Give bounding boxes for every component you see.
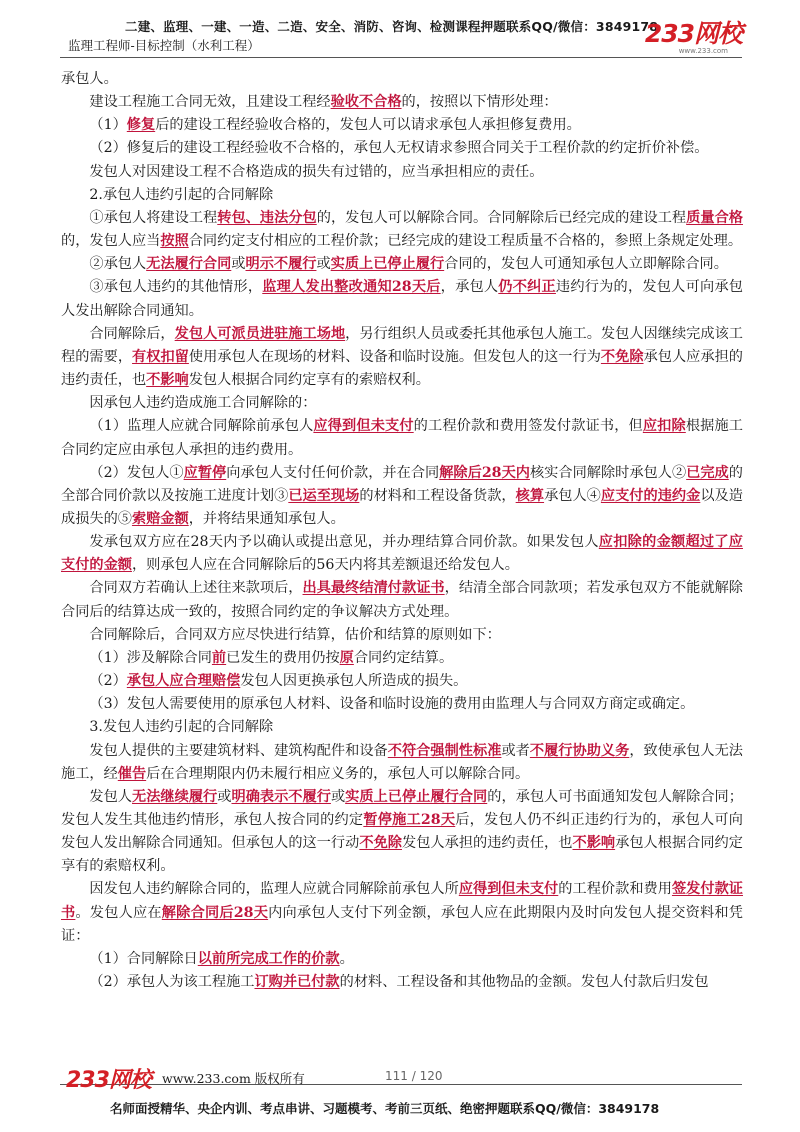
- paragraph: [61, 624, 743, 647]
- text-run: 承包人。: [61, 71, 118, 87]
- text-run: ，结清全部合同款项；若发承包双方不能就解除合同后的结算达成一致的，按照合同约定的争议解决方式处理。: [61, 580, 743, 620]
- paragraph: [61, 161, 743, 184]
- text-run: 的工程价款和费用: [558, 881, 672, 898]
- text-run: 。发包人应在: [75, 904, 162, 921]
- paragraph: [61, 786, 743, 879]
- highlighted-term: 核算: [515, 487, 545, 504]
- header-contact-line: 二建、监理、一建、一造、二造、安全、消防、咨询、检测课程押题联系QQ/微信：3849178: [125, 19, 659, 34]
- footer-promo-line: 名师面授精华、央企内训、考点串讲、习题模考、考前三页纸、绝密押题联系QQ/微信：3849178: [110, 1101, 660, 1116]
- paragraph: [61, 971, 743, 994]
- text-run: 2.承包人违约引起的合同解除: [89, 186, 274, 203]
- text-run: ②承包人: [89, 256, 147, 273]
- highlighted-term: 承包人应合理赔偿: [126, 673, 241, 690]
- text-run: 内向承包人支付下列金额，承包人应在此期限内及时向发包人提交资料和凭证：: [61, 904, 743, 944]
- highlighted-term: 明确表示不履行: [231, 788, 331, 805]
- text-run: 合同约定支付相应的工程价款；已经完成的建设工程质量不合格的，参照上条规定处理。: [188, 233, 743, 250]
- paragraph: [61, 577, 743, 623]
- paragraph: [61, 91, 743, 114]
- text-run: 合同解除后，合同双方应尽快进行结算，估价和结算的原则如下：: [89, 626, 501, 643]
- text-run: 以及造成损失的⑤: [61, 487, 743, 527]
- highlighted-term: 已运至现场: [288, 487, 360, 504]
- text-run: 发包人对因建设工程不合格造成的损失有过错的，应当承担相应的责任。: [89, 163, 544, 180]
- highlighted-term: 应暂停: [183, 464, 227, 481]
- text-run: ，并将结果通知承包人。: [188, 510, 345, 527]
- paragraph: [61, 531, 743, 577]
- text-run: （3）发包人需要使用的原承包人材料、设备和临时设施的费用由监理人与合同双方商定或确定。: [89, 696, 695, 713]
- text-run: 合同的，发包人可通知承包人立即解除合同。: [444, 256, 728, 273]
- highlighted-term: 实质上已停止履行: [330, 256, 445, 273]
- text-run: 或者: [501, 742, 530, 759]
- text-run: 3.发包人违约引起的合同解除: [89, 719, 274, 736]
- paragraph: [61, 740, 743, 786]
- text-run: 向承包人支付任何价款，并在合同: [226, 464, 440, 481]
- highlighted-term: 不免除: [359, 835, 402, 852]
- highlighted-term: 发包人可派员进驻施工场地: [174, 325, 346, 342]
- site-logo-url: www.233.com: [678, 47, 728, 55]
- text-run: 的，发包人可以解除合同。合同解除后已经完成的建设工程: [316, 209, 687, 226]
- text-run: ，致使承包人无法施工，经: [61, 742, 743, 782]
- site-logo[interactable]: 233网校: [644, 19, 742, 48]
- paragraph: [61, 462, 743, 531]
- text-run: （1）: [89, 117, 127, 134]
- highlighted-term: 已完成: [686, 464, 729, 481]
- paragraph: [61, 716, 743, 739]
- text-run: 发包人根据合同约定享有的索赔权利。: [188, 372, 430, 389]
- paragraph: [61, 114, 743, 137]
- paragraph: [61, 948, 743, 971]
- text-run: 使用承包人在现场的材料、设备和临时设施。但发包人的这一行为: [188, 348, 601, 365]
- text-run: 建设工程施工合同无效，且建设工程经: [89, 94, 331, 111]
- text-run: 的，按照以下情形处理：: [401, 94, 558, 111]
- text-run: （2）修复后的建设工程经验收不合格的，承包人无权请求参照合同关于工程价款的约定折价补偿。: [89, 140, 709, 157]
- paragraph: [61, 68, 743, 91]
- header-course-title: 监理工程师-目标控制（水利工程）: [68, 38, 260, 53]
- highlighted-term: 不免除: [600, 348, 644, 365]
- text-run: 的工程价款和费用签发付款证书，但: [413, 418, 643, 435]
- paragraph: [61, 693, 743, 716]
- text-run: 后的建设工程经验收合格的，发包人可以请求承包人承担修复费用。: [155, 117, 581, 134]
- paragraph: [61, 647, 743, 670]
- text-run: ，则承包人应在合同解除后的56天内将其差额退还给发包人。: [131, 557, 519, 574]
- text-run: 承包人根据合同约定享有的索赔权利。: [61, 835, 743, 875]
- text-run: 核实合同解除时承包人②: [529, 464, 687, 481]
- text-run: 发包人因更换承包人所造成的损失。: [240, 673, 468, 690]
- text-run: 发包人承担的违约责任，也: [401, 835, 573, 852]
- text-run: 合同解除后，: [89, 325, 175, 342]
- highlighted-term: 不影响: [572, 835, 616, 852]
- text-run: 承包人④: [544, 487, 601, 504]
- highlighted-term: 实质上已停止履行合同: [345, 788, 488, 805]
- highlighted-term: 签发付款证书: [61, 881, 743, 921]
- text-run: （1）合同解除日: [89, 950, 198, 967]
- highlighted-term: 无法履行合同: [146, 256, 232, 273]
- highlighted-term: 转包、违法分包: [217, 209, 317, 226]
- text-run: 的，发包人应当: [61, 233, 161, 250]
- text-run: （2）发包人①: [89, 464, 184, 481]
- text-run: 后在合理期限内仍未履行相应义务的，承包人可以解除合同。: [146, 765, 530, 782]
- highlighted-term: 应得到但未支付: [458, 881, 559, 898]
- highlighted-term: 索赔金额: [131, 510, 189, 527]
- paragraph: [61, 670, 743, 693]
- highlighted-term: 验收不合格: [330, 94, 402, 111]
- text-run: 的全部合同价款以及按施工进度计划③: [61, 464, 743, 504]
- text-run: ，承包人: [440, 279, 499, 296]
- paragraph: [61, 253, 743, 276]
- paragraph: [61, 392, 743, 415]
- text-run: 违约行为的，发包人可向承包人发出解除合同通知。: [61, 279, 743, 319]
- text-run: 合同双方若确认上述往来款项后，: [89, 580, 303, 597]
- text-run: （1）监理人应就合同解除前承包人: [89, 418, 314, 435]
- text-run: 的材料、工程设备和其他物品的金额。发包人付款后归发包: [339, 974, 709, 991]
- paragraph: [61, 415, 743, 461]
- highlighted-term: 无法继续履行: [132, 788, 218, 805]
- highlighted-term: 订购并已付款: [254, 974, 340, 991]
- highlighted-term: 解除后28天内: [439, 464, 530, 481]
- text-run: 发包人: [89, 788, 133, 805]
- highlighted-term: 不履行协助义务: [529, 742, 630, 759]
- text-run: ，另行组织人员或委托其他承包人施工。发包人因继续完成该工程的需要，: [61, 325, 743, 365]
- paragraph: [61, 184, 743, 207]
- text-run: 发承包双方应在28天内予以确认或提出意见，并办理结算合同价款。如果发包人: [89, 534, 599, 551]
- highlighted-term: 暂停施工28天: [363, 812, 456, 828]
- text-run: 后，发包人仍不纠正违约行为的，承包人可向发包人发出解除合同通知。但承包人的这一行动: [61, 812, 743, 852]
- highlighted-term: 应扣除的金额超过了应支付的金额: [61, 534, 743, 574]
- highlighted-term: 不符合强制性标准: [387, 742, 502, 759]
- paragraph: [61, 323, 743, 392]
- highlighted-term: 修复: [126, 117, 156, 134]
- text-run: ①承包人将建设工程: [89, 209, 218, 226]
- text-run: 合同约定结算。: [353, 649, 454, 666]
- text-run: 或: [231, 256, 246, 273]
- text-run: 。: [339, 950, 354, 967]
- footer-copyright: www.233.com 版权所有: [162, 1071, 305, 1086]
- text-run: 因发包人违约解除合同的，监理人应就合同解除前承包人所: [89, 881, 459, 898]
- text-run: 根据施工合同约定应由承包人承担的违约费用。: [61, 418, 743, 458]
- highlighted-term: 原: [339, 649, 354, 666]
- text-run: ③承包人违约的其他情形，: [89, 279, 263, 296]
- paragraph: [61, 207, 743, 253]
- highlighted-term: 按照: [160, 233, 189, 250]
- highlighted-term: 明示不履行: [245, 256, 317, 273]
- document-body: [61, 68, 743, 994]
- highlighted-term: 仍不纠正: [498, 279, 556, 296]
- highlighted-term: 不影响: [146, 372, 189, 389]
- text-run: （1）涉及解除合同: [89, 649, 212, 666]
- paragraph: [61, 137, 743, 160]
- text-run: （2）: [89, 673, 127, 690]
- highlighted-term: 以前所完成工作的价款: [197, 950, 340, 967]
- page-number: 111 / 120: [385, 1069, 443, 1083]
- text-run: 已发生的费用仍按: [226, 649, 340, 666]
- text-run: 或: [217, 788, 232, 805]
- text-run: 发包人提供的主要建筑材料、建筑构配件和设备: [89, 742, 388, 759]
- text-run: 的材料和工程设备货款，: [359, 487, 516, 504]
- highlighted-term: 应扣除: [642, 418, 686, 435]
- paragraph: [61, 878, 743, 947]
- text-run: 因承包人违约造成施工合同解除的：: [89, 395, 317, 412]
- paragraph: [61, 276, 743, 322]
- highlighted-term: 监理人发出整改通知28天后: [262, 279, 441, 296]
- highlighted-term: 有权扣留: [132, 348, 189, 365]
- text-run: 或: [316, 256, 331, 273]
- highlighted-term: 前: [211, 649, 227, 666]
- highlighted-term: 解除合同后28天: [161, 904, 269, 921]
- header-divider: [60, 57, 742, 58]
- footer-logo[interactable]: 233网校: [66, 1068, 151, 1093]
- text-run: 承包人应承担的违约责任，也: [61, 348, 743, 389]
- highlighted-term: 出具最终结清付款证书: [302, 580, 445, 597]
- highlighted-term: 质量合格: [686, 209, 743, 226]
- text-run: （2）承包人为该工程施工: [89, 974, 255, 991]
- highlighted-term: 应支付的违约金: [600, 487, 701, 504]
- highlighted-term: 应得到但未支付: [313, 418, 414, 435]
- text-run: 的，承包人可书面通知发包人解除合同；发包人发生其他违约情形，承包人按合同的约定: [61, 788, 743, 828]
- highlighted-term: 催告: [117, 765, 147, 782]
- text-run: 或: [330, 788, 346, 805]
